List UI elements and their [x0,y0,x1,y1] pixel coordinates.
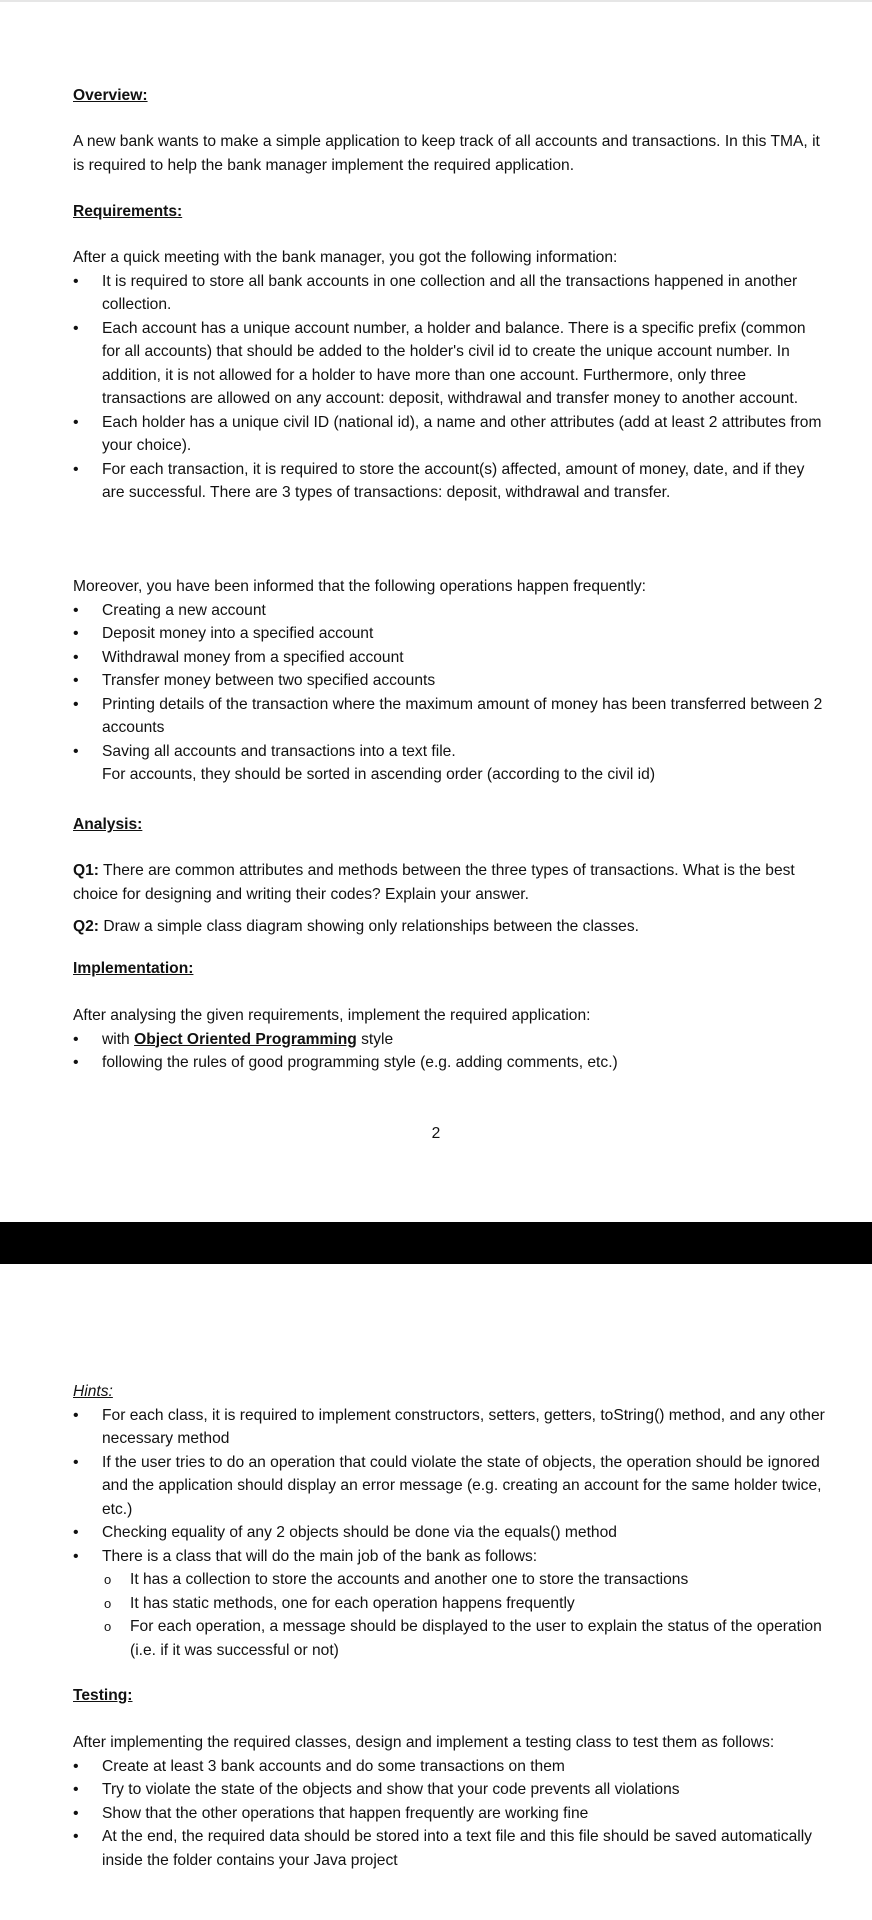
list-item: • following the rules of good programming style (e.g. adding comments, etc.) [73,1051,825,1075]
list-item [73,1028,825,1052]
requirements-list [73,270,825,505]
page-number: 2 [431,1125,441,1142]
list-item: • Transfer money between two specified accounts [73,669,825,693]
list-item: o For each operation, a message should be displayed to the user to explain the status of the operation (i.e. if it was successful or not) [102,1615,825,1662]
oop-prefix: with [102,1030,135,1048]
list-item: o It has static methods, one for each operation happens frequently [102,1592,825,1616]
list-item: • For each class, it is required to implement constructors, setters, getters, toString() method, and any other necessary method [73,1404,825,1451]
page-separator [0,1222,872,1264]
hints-heading: Hints: [73,1383,113,1400]
q2-paragraph [73,915,825,939]
list-item: • Each account has a unique account number, a holder and balance. There is a specific prefix (common for all accounts) that should be added to the holder's civil id to create the unique account number. In addition, it is not allowed for a holder to have more than one account. Furthermore, only three transactions are allowed on any account: deposit, withdrawal and transfer money to another account. [73,317,825,411]
requirements-intro: After a quick meeting with the bank manager, you got the following information: [73,249,618,266]
list-item: • It is required to store all bank accounts in one collection and all the transactions happened in another collection. [73,270,825,317]
testing-body [73,1731,825,1872]
requirements-body [73,246,825,505]
operations-intro: Moreover, you have been informed that the following operations happen frequently: [73,578,647,595]
requirements-section [73,200,825,224]
overview-body [73,130,825,177]
q2-label: Q2: [73,918,99,935]
analysis-section [73,813,825,837]
analysis-body [73,859,825,939]
overview-heading: Overview: [73,87,148,104]
q1-text: There are common attributes and methods between the three types of transactions. What is the best choice for designing and writing their codes? Explain your answer. [73,862,795,903]
list-item: o It has a collection to store the accounts and another one to store the transactions [102,1568,825,1592]
implementation-heading: Implementation: [73,960,194,977]
q2-text: Draw a simple class diagram showing only relationships between the classes. [99,918,639,935]
list-item: • Saving all accounts and transactions into a text file. [73,740,825,764]
requirements-heading: Requirements: [73,203,183,220]
list-item: • Each holder has a unique civil ID (national id), a name and other attributes (add at least 2 attributes from your choice). [73,411,825,458]
list-item: • If the user tries to do an operation that could violate the state of objects, the operation should be ignored and the application should display an error message (e.g. creating an account for the same holder twice, etc.) [73,1451,825,1522]
implementation-list [73,1028,825,1075]
hints-sub-list [102,1568,825,1662]
operations-body [73,575,825,787]
q1-label: Q1: [73,862,99,879]
implementation-intro: After analysing the given requirements, implement the required application: [73,1007,591,1024]
list-item: • At the end, the required data should be stored into a text file and this file should be saved automatically inside the folder contains your Java project [73,1825,825,1872]
hints-list [73,1404,825,1569]
testing-intro: After implementing the required classes, design and implement a testing class to test them as follows: [73,1734,775,1751]
list-item: • For each transaction, it is required to store the account(s) affected, amount of money, date, and if they are successful. There are 3 types of transactions: deposit, withdrawal and transfer. [73,458,825,505]
document-page-2 [0,1264,872,1920]
operations-list [73,599,825,764]
operations-note: For accounts, they should be sorted in ascending order (according to the civil id) [102,766,656,783]
implementation-body [73,1004,825,1075]
oop-suffix: style [356,1030,394,1048]
list-item: • Deposit money into a specified account [73,622,825,646]
overview-section [73,84,825,108]
oop-emphasis: Object Oriented Programming [134,1030,357,1048]
list-item: • Withdrawal money from a specified account [73,646,825,670]
list-item: • There is a class that will do the main job of the bank as follows: [73,1545,825,1569]
analysis-heading: Analysis: [73,816,143,833]
list-item: • Creating a new account [73,599,825,623]
q1-paragraph [73,859,825,906]
list-item: • Create at least 3 bank accounts and do some transactions on them [73,1755,825,1779]
testing-list [73,1755,825,1873]
implementation-section [73,957,825,981]
list-item: • Show that the other operations that happen frequently are working fine [73,1802,825,1826]
list-item: • Try to violate the state of the objects and show that your code prevents all violations [73,1778,825,1802]
testing-section [73,1684,825,1708]
list-item: • Printing details of the transaction where the maximum amount of money has been transferred between 2 accounts [73,693,825,740]
hints-section [73,1380,825,1662]
overview-text: A new bank wants to make a simple application to keep track of all accounts and transactions. In this TMA, it is required to help the bank manager implement the required application. [73,133,820,174]
list-item: • Checking equality of any 2 objects should be done via the equals() method [73,1521,825,1545]
testing-heading: Testing: [73,1687,133,1704]
